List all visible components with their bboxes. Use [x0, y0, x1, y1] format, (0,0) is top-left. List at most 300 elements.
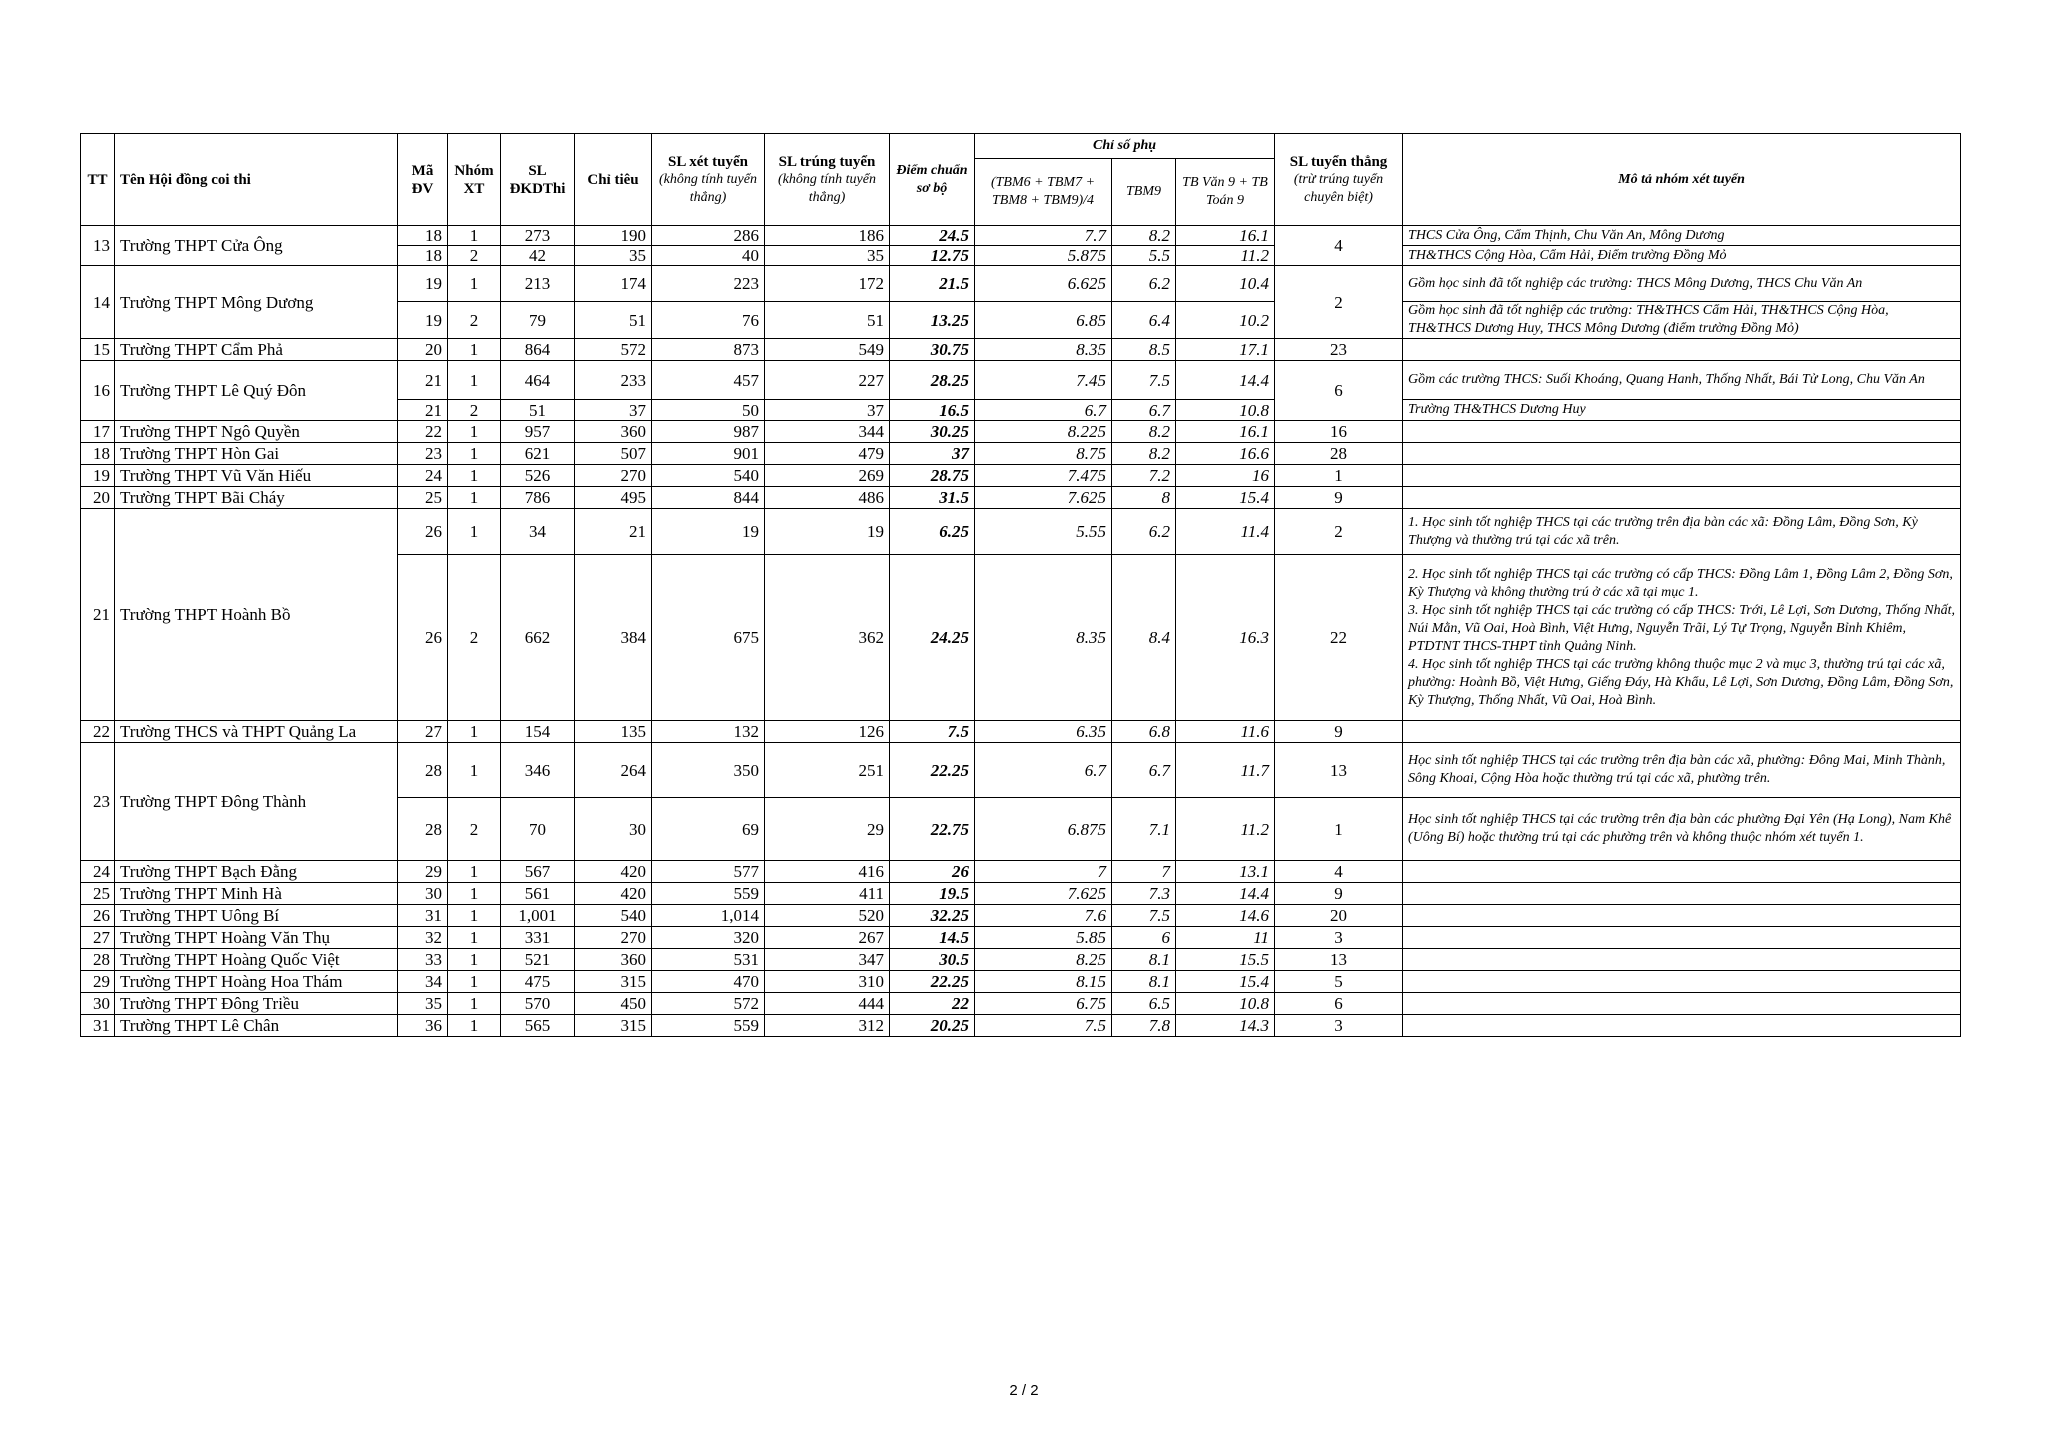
unit-code: 32: [398, 927, 448, 949]
tbm-average: 5.85: [975, 927, 1112, 949]
tbm9-value: 6.2: [1112, 266, 1176, 302]
considered-count: 69: [652, 798, 765, 861]
cutoff-score: 22.25: [890, 971, 975, 993]
table-row: [81, 487, 1961, 509]
row-number: 30: [81, 993, 115, 1015]
school-name: Trường THPT Minh Hà: [115, 883, 398, 905]
school-name: Trường THPT Hoành Bồ: [115, 509, 398, 721]
cutoff-score: 20.25: [890, 1015, 975, 1037]
school-name: Trường THPT Đông Triều: [115, 993, 398, 1015]
admitted-count: 312: [765, 1015, 890, 1037]
van-toan-value: 11.2: [1176, 246, 1275, 266]
admission-group: 2: [448, 555, 501, 721]
tbm-average: 7.6: [975, 905, 1112, 927]
registered-count: 70: [501, 798, 575, 861]
row-number: 28: [81, 949, 115, 971]
group-description: [1403, 555, 1961, 721]
table-row: [81, 443, 1961, 465]
considered-count: 531: [652, 949, 765, 971]
unit-code: 34: [398, 971, 448, 993]
row-number: 24: [81, 861, 115, 883]
tbm-average: 6.7: [975, 743, 1112, 798]
header-sl-xet-tuyen: SL xét tuyển (không tính tuyển thẳng): [652, 134, 765, 226]
cutoff-score: 21.5: [890, 266, 975, 302]
group-description: [1403, 246, 1961, 266]
van-toan-value: 15.4: [1176, 487, 1275, 509]
admitted-count: 310: [765, 971, 890, 993]
tbm9-value: 8.5: [1112, 339, 1176, 361]
admitted-count: 444: [765, 993, 890, 1015]
unit-code: 23: [398, 443, 448, 465]
registered-count: 521: [501, 949, 575, 971]
row-number: 18: [81, 443, 115, 465]
registered-count: 864: [501, 339, 575, 361]
group-description: [1403, 1015, 1961, 1037]
tbm-average: 5.55: [975, 509, 1112, 555]
quota: 51: [575, 302, 652, 339]
registered-count: 570: [501, 993, 575, 1015]
tbm9-value: 7: [1112, 861, 1176, 883]
cutoff-score: 24.5: [890, 226, 975, 246]
tbm9-value: 6.4: [1112, 302, 1176, 339]
header-mo-ta: Mô tả nhóm xét tuyển: [1403, 134, 1961, 226]
van-toan-value: 11.4: [1176, 509, 1275, 555]
quota: 21: [575, 509, 652, 555]
row-number: 20: [81, 487, 115, 509]
considered-count: 457: [652, 361, 765, 400]
registered-count: 526: [501, 465, 575, 487]
tbm-average: 8.25: [975, 949, 1112, 971]
van-toan-value: 16: [1176, 465, 1275, 487]
row-number: 23: [81, 743, 115, 861]
tbm9-value: 5.5: [1112, 246, 1176, 266]
van-toan-value: 11.7: [1176, 743, 1275, 798]
cutoff-score: 22: [890, 993, 975, 1015]
direct-admission-count: 16: [1275, 421, 1403, 443]
unit-code: 33: [398, 949, 448, 971]
admission-group: 1: [448, 949, 501, 971]
table-row: [81, 361, 1961, 400]
quota: 174: [575, 266, 652, 302]
quota: 37: [575, 400, 652, 421]
tbm9-value: 6.8: [1112, 721, 1176, 743]
group-description: [1403, 266, 1961, 302]
considered-count: 223: [652, 266, 765, 302]
tbm9-value: 8.2: [1112, 226, 1176, 246]
group-description: [1403, 465, 1961, 487]
direct-admission-count: 6: [1275, 993, 1403, 1015]
unit-code: 21: [398, 361, 448, 400]
tbm-average: 7: [975, 861, 1112, 883]
table-row: [81, 1015, 1961, 1037]
group-description: [1403, 443, 1961, 465]
considered-count: 19: [652, 509, 765, 555]
direct-admission-count: 13: [1275, 949, 1403, 971]
school-name: Trường THPT Hoàng Quốc Việt: [115, 949, 398, 971]
tbm9-value: 7.2: [1112, 465, 1176, 487]
tbm-average: 7.475: [975, 465, 1112, 487]
direct-admission-count: 5: [1275, 971, 1403, 993]
admitted-count: 347: [765, 949, 890, 971]
considered-count: 901: [652, 443, 765, 465]
table-row: [81, 971, 1961, 993]
table-row: [81, 421, 1961, 443]
unit-code: 27: [398, 721, 448, 743]
tbm9-value: 6.2: [1112, 509, 1176, 555]
tbm-average: 6.85: [975, 302, 1112, 339]
tbm-average: 7.45: [975, 361, 1112, 400]
school-name: Trường THPT Hoàng Hoa Thám: [115, 971, 398, 993]
admitted-count: 416: [765, 861, 890, 883]
quota: 135: [575, 721, 652, 743]
cutoff-score: 16.5: [890, 400, 975, 421]
unit-code: 24: [398, 465, 448, 487]
quota: 507: [575, 443, 652, 465]
page-number: 2 / 2: [1009, 1382, 1039, 1399]
van-toan-value: 11.6: [1176, 721, 1275, 743]
cutoff-score: 7.5: [890, 721, 975, 743]
tbm9-value: 7.5: [1112, 361, 1176, 400]
admitted-count: 479: [765, 443, 890, 465]
tbm-average: 7.625: [975, 883, 1112, 905]
registered-count: 42: [501, 246, 575, 266]
direct-admission-count: 1: [1275, 465, 1403, 487]
registered-count: 1,001: [501, 905, 575, 927]
quota: 35: [575, 246, 652, 266]
description-text: Học sinh tốt nghiệp THCS tại các trường trên địa bàn các phường Đại Yên (Hạ Long), Nam Khê (Uông Bí) hoặc thường trú tại các phường trên và không thuộc nhóm xét tuyển 1.: [1408, 812, 1952, 845]
tbm9-value: 7.5: [1112, 905, 1176, 927]
admission-group: 1: [448, 905, 501, 927]
direct-admission-count: 4: [1275, 861, 1403, 883]
van-toan-value: 10.8: [1176, 400, 1275, 421]
quota: 495: [575, 487, 652, 509]
group-description: [1403, 883, 1961, 905]
cutoff-score: 30.5: [890, 949, 975, 971]
admission-group: 1: [448, 487, 501, 509]
tbm9-value: 8: [1112, 487, 1176, 509]
group-description: [1403, 361, 1961, 400]
cutoff-score: 24.25: [890, 555, 975, 721]
tbm-average: 8.15: [975, 971, 1112, 993]
header-sl-dkdthi: SL ĐKDThi: [501, 134, 575, 226]
unit-code: 20: [398, 339, 448, 361]
cutoff-score: 32.25: [890, 905, 975, 927]
cutoff-score: 22.25: [890, 743, 975, 798]
quota: 233: [575, 361, 652, 400]
cutoff-score: 14.5: [890, 927, 975, 949]
admitted-count: 172: [765, 266, 890, 302]
quota: 30: [575, 798, 652, 861]
unit-code: 19: [398, 302, 448, 339]
unit-code: 36: [398, 1015, 448, 1037]
tbm9-value: 6.7: [1112, 400, 1176, 421]
considered-count: 844: [652, 487, 765, 509]
admission-group: 1: [448, 883, 501, 905]
admitted-count: 269: [765, 465, 890, 487]
header-tb-van-toan: TB Văn 9 + TB Toán 9: [1176, 159, 1275, 226]
tbm-average: 8.35: [975, 339, 1112, 361]
tbm-average: 8.75: [975, 443, 1112, 465]
registered-count: 957: [501, 421, 575, 443]
tbm-average: 6.7: [975, 400, 1112, 421]
registered-count: 567: [501, 861, 575, 883]
admission-table: [80, 133, 1961, 1037]
description-text: TH&THCS Cộng Hòa, Cẩm Hải, Điểm trường Đồng Mỏ: [1408, 247, 1727, 263]
header-tbm9: TBM9: [1112, 159, 1176, 226]
admitted-count: 549: [765, 339, 890, 361]
unit-code: 26: [398, 509, 448, 555]
considered-count: 559: [652, 1015, 765, 1037]
admitted-count: 37: [765, 400, 890, 421]
group-description: [1403, 971, 1961, 993]
quota: 450: [575, 993, 652, 1015]
van-toan-value: 14.4: [1176, 883, 1275, 905]
group-description: [1403, 743, 1961, 798]
table-row: [81, 721, 1961, 743]
unit-code: 30: [398, 883, 448, 905]
registered-count: 331: [501, 927, 575, 949]
admitted-count: 251: [765, 743, 890, 798]
considered-count: 675: [652, 555, 765, 721]
quota: 384: [575, 555, 652, 721]
group-description: [1403, 487, 1961, 509]
row-number: 21: [81, 509, 115, 721]
van-toan-value: 13.1: [1176, 861, 1275, 883]
school-name: Trường THCS và THPT Quảng La: [115, 721, 398, 743]
cutoff-score: 6.25: [890, 509, 975, 555]
table-row: [81, 883, 1961, 905]
admitted-count: 186: [765, 226, 890, 246]
quota: 420: [575, 883, 652, 905]
van-toan-value: 11.2: [1176, 798, 1275, 861]
direct-admission-count: 9: [1275, 883, 1403, 905]
van-toan-value: 16.1: [1176, 421, 1275, 443]
van-toan-value: 11: [1176, 927, 1275, 949]
header-name: Tên Hội đồng coi thi: [115, 134, 398, 226]
school-name: Trường THPT Đông Thành: [115, 743, 398, 861]
school-name: Trường THPT Bạch Đằng: [115, 861, 398, 883]
tbm9-value: 8.2: [1112, 443, 1176, 465]
school-name: Trường THPT Uông Bí: [115, 905, 398, 927]
group-description: [1403, 400, 1961, 421]
cutoff-score: 26: [890, 861, 975, 883]
quota: 572: [575, 339, 652, 361]
table-row: [81, 743, 1961, 798]
registered-count: 464: [501, 361, 575, 400]
direct-admission-count: 9: [1275, 487, 1403, 509]
tbm-average: 5.875: [975, 246, 1112, 266]
considered-count: 559: [652, 883, 765, 905]
cutoff-score: 28.25: [890, 361, 975, 400]
unit-code: 25: [398, 487, 448, 509]
table-header: [81, 134, 1961, 226]
table-row: [81, 927, 1961, 949]
van-toan-value: 17.1: [1176, 339, 1275, 361]
group-description: [1403, 339, 1961, 361]
admission-group: 1: [448, 509, 501, 555]
admitted-count: 126: [765, 721, 890, 743]
group-description: [1403, 927, 1961, 949]
admission-group: 1: [448, 927, 501, 949]
school-name: Trường THPT Hòn Gai: [115, 443, 398, 465]
unit-code: 29: [398, 861, 448, 883]
cutoff-score: 30.75: [890, 339, 975, 361]
admission-group: 1: [448, 743, 501, 798]
description-text: 4. Học sinh tốt nghiệp THCS tại các trường không thuộc mục 2 và mục 3, thường trú tại các xã, phường: Hoành Bồ, Việt Hưng, Giếng Đáy, Hà Khẩu, Lê Lợi, Sơn Dương, Đồng Lâm, Đồng Sơn, Kỳ Thượng, Thống Nhất, Vũ Oai, Hoà Bình.: [1408, 656, 1954, 708]
unit-code: 18: [398, 246, 448, 266]
row-number: 16: [81, 361, 115, 421]
quota: 315: [575, 1015, 652, 1037]
admission-group: 1: [448, 1015, 501, 1037]
cutoff-score: 31.5: [890, 487, 975, 509]
registered-count: 561: [501, 883, 575, 905]
group-description: [1403, 949, 1961, 971]
unit-code: 18: [398, 226, 448, 246]
tbm9-value: 7.1: [1112, 798, 1176, 861]
tbm-average: 6.625: [975, 266, 1112, 302]
admission-group: 1: [448, 339, 501, 361]
tbm9-value: 7.3: [1112, 883, 1176, 905]
tbm-average: 8.225: [975, 421, 1112, 443]
van-toan-value: 16.1: [1176, 226, 1275, 246]
quota: 264: [575, 743, 652, 798]
admission-group: 2: [448, 246, 501, 266]
row-number: 29: [81, 971, 115, 993]
admitted-count: 411: [765, 883, 890, 905]
direct-admission-count: 28: [1275, 443, 1403, 465]
unit-code: 28: [398, 798, 448, 861]
registered-count: 475: [501, 971, 575, 993]
registered-count: 51: [501, 400, 575, 421]
group-description: [1403, 302, 1961, 339]
admitted-count: 362: [765, 555, 890, 721]
row-number: 17: [81, 421, 115, 443]
admission-group: 1: [448, 861, 501, 883]
considered-count: 987: [652, 421, 765, 443]
cutoff-score: 19.5: [890, 883, 975, 905]
quota: 420: [575, 861, 652, 883]
table-row: [81, 509, 1961, 555]
admitted-count: 29: [765, 798, 890, 861]
group-description: [1403, 226, 1961, 246]
considered-count: 320: [652, 927, 765, 949]
header-tbm-avg: (TBM6 + TBM7 + TBM8 + TBM9)/4: [975, 159, 1112, 226]
cutoff-score: 30.25: [890, 421, 975, 443]
direct-admission-count: 20: [1275, 905, 1403, 927]
quota: 540: [575, 905, 652, 927]
table-body: [81, 226, 1961, 1037]
group-description: [1403, 421, 1961, 443]
admission-group: 1: [448, 465, 501, 487]
tbm-average: 6.35: [975, 721, 1112, 743]
van-toan-value: 14.6: [1176, 905, 1275, 927]
table-row: [81, 266, 1961, 302]
tbm9-value: 8.4: [1112, 555, 1176, 721]
admission-group: 1: [448, 266, 501, 302]
direct-admission-count: 22: [1275, 555, 1403, 721]
admission-group: 2: [448, 302, 501, 339]
direct-admission-count: 23: [1275, 339, 1403, 361]
tbm-average: 7.625: [975, 487, 1112, 509]
admission-group: 2: [448, 798, 501, 861]
tbm-average: 6.75: [975, 993, 1112, 1015]
school-name: Trường THPT Cửa Ông: [115, 226, 398, 266]
admission-group: 1: [448, 361, 501, 400]
description-text: 3. Học sinh tốt nghiệp THCS tại các trường có cấp THCS: Trới, Lê Lợi, Sơn Dương, Thống Nhất, Núi Mằn, Vũ Oai, Hoà Bình, Việt Hưng, Nguyễn Trãi, Lý Tự Trọng, Nguyễn Bỉnh Khiêm, PTDTNT THCS-THPT tỉnh Quảng Ninh.: [1408, 602, 1955, 654]
row-number: 22: [81, 721, 115, 743]
considered-count: 540: [652, 465, 765, 487]
school-name: Trường THPT Ngô Quyền: [115, 421, 398, 443]
description-text: Gồm các trường THCS: Suối Khoáng, Quang Hanh, Thống Nhất, Bái Tử Long, Chu Văn An: [1408, 372, 1925, 387]
registered-count: 621: [501, 443, 575, 465]
considered-count: 76: [652, 302, 765, 339]
description-text: Gồm học sinh đã tốt nghiệp các trường: TH&THCS Cẩm Hải, TH&THCS Cộng Hòa, TH&THCS Dương Huy, THCS Mông Dương (điểm trường Đồng Mỏ): [1408, 303, 1889, 336]
registered-count: 34: [501, 509, 575, 555]
tbm-average: 6.875: [975, 798, 1112, 861]
header-nhom-xt: Nhóm XT: [448, 134, 501, 226]
description-text: Gồm học sinh đã tốt nghiệp các trường: THCS Mông Dương, THCS Chu Văn An: [1408, 275, 1863, 291]
row-number: 13: [81, 226, 115, 266]
registered-count: 662: [501, 555, 575, 721]
direct-admission-count: 4: [1275, 226, 1403, 266]
school-name: Trường THPT Lê Quý Đôn: [115, 361, 398, 421]
tbm9-value: 6.7: [1112, 743, 1176, 798]
description-text: Trường TH&THCS Dương Huy: [1408, 402, 1586, 417]
tbm9-value: 8.1: [1112, 971, 1176, 993]
admitted-count: 486: [765, 487, 890, 509]
row-number: 31: [81, 1015, 115, 1037]
cutoff-score: 12.75: [890, 246, 975, 266]
group-description: [1403, 509, 1961, 555]
header-ma-dv: Mã ĐV: [398, 134, 448, 226]
row-number: 27: [81, 927, 115, 949]
cutoff-score: 22.75: [890, 798, 975, 861]
group-description: [1403, 861, 1961, 883]
tbm9-value: 8.1: [1112, 949, 1176, 971]
quota: 270: [575, 465, 652, 487]
tbm9-value: 6: [1112, 927, 1176, 949]
cutoff-score: 37: [890, 443, 975, 465]
considered-count: 286: [652, 226, 765, 246]
considered-count: 132: [652, 721, 765, 743]
van-toan-value: 16.3: [1176, 555, 1275, 721]
cutoff-score: 28.75: [890, 465, 975, 487]
row-number: 14: [81, 266, 115, 339]
van-toan-value: 15.4: [1176, 971, 1275, 993]
description-text: 1. Học sinh tốt nghiệp THCS tại các trường trên địa bàn các xã: Đồng Lâm, Đồng Sơn, Kỳ Thượng và thường trú tại các xã trên.: [1408, 514, 1918, 548]
registered-count: 565: [501, 1015, 575, 1037]
admitted-count: 344: [765, 421, 890, 443]
admitted-count: 19: [765, 509, 890, 555]
direct-admission-count: 3: [1275, 927, 1403, 949]
row-number: 15: [81, 339, 115, 361]
header-chi-so-phu: Chỉ số phụ: [975, 134, 1275, 159]
direct-admission-count: 1: [1275, 798, 1403, 861]
table-row: [81, 465, 1961, 487]
school-name: Trường THPT Lê Chân: [115, 1015, 398, 1037]
admission-group: 1: [448, 993, 501, 1015]
admission-group: 1: [448, 226, 501, 246]
quota: 190: [575, 226, 652, 246]
tbm9-value: 7.8: [1112, 1015, 1176, 1037]
admission-group: 2: [448, 400, 501, 421]
considered-count: 873: [652, 339, 765, 361]
header-sl-tuyen-thang: SL tuyển thẳng (trừ trúng tuyển chuyên biệt): [1275, 134, 1403, 226]
school-name: Trường THPT Hoàng Văn Thụ: [115, 927, 398, 949]
registered-count: 79: [501, 302, 575, 339]
registered-count: 273: [501, 226, 575, 246]
registered-count: 213: [501, 266, 575, 302]
